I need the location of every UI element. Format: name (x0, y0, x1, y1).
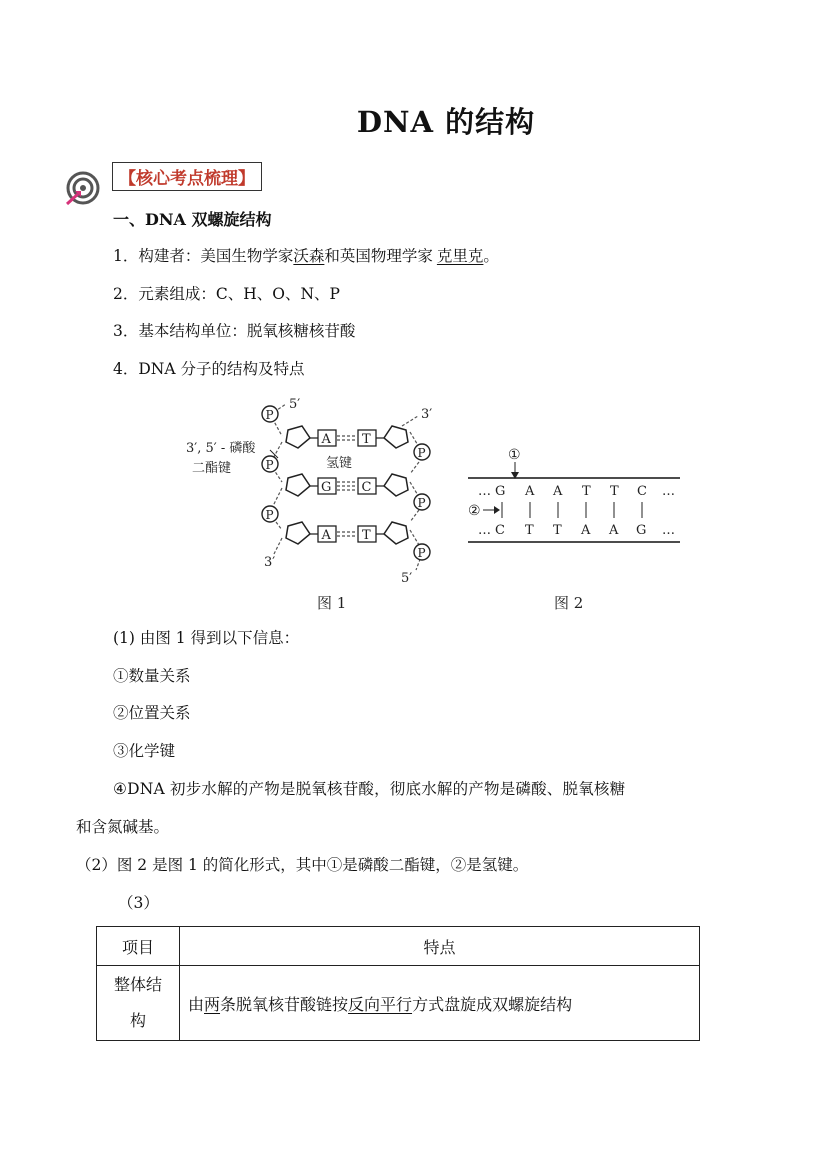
figure2-caption: 图 2 (554, 594, 584, 612)
phosphate-right-2 (414, 494, 430, 510)
builder-watson: 沃森 (293, 247, 325, 265)
phosphate-left-3 (262, 506, 278, 522)
header-feature: 特点 (180, 927, 700, 966)
figure1-diagram (186, 397, 432, 612)
svg-text:P: P (265, 458, 274, 472)
base-right-2: C (361, 480, 372, 495)
feature-table (96, 926, 700, 1041)
builder-crick: 克里克 (436, 247, 484, 265)
label-5prime-top: 5′ (289, 397, 301, 412)
bottom-ellipsis-right: … (662, 523, 675, 538)
marker-1: ① (508, 447, 521, 463)
paragraph-1: (1) 由图 1 得到以下信息： (113, 629, 300, 647)
top-base-1: G (495, 484, 506, 499)
table-header-row (97, 927, 700, 966)
info-position: ②位置关系 (113, 704, 191, 722)
feat-pre: 由 (188, 994, 205, 1014)
dna-figures (170, 392, 690, 622)
structure-line: 4．DNA 分子的结构及特点 (113, 360, 305, 378)
section-tag: 【核心考点梳理】 (112, 162, 262, 191)
section-heading: 一、DNA 双螺旋结构 (113, 210, 272, 229)
builders-prefix: 1．构建者：美国生物学家 (113, 247, 294, 265)
bottom-base-6: G (636, 523, 647, 538)
paragraph-3: （3） (118, 894, 159, 912)
sugar-right-2 (384, 474, 408, 496)
sugar-left-1 (286, 426, 310, 448)
figure2-diagram (468, 447, 680, 612)
label-3prime-top: 3′ (421, 407, 433, 422)
table-row (97, 966, 700, 1041)
label-hydrogen-bond: 氢键 (326, 456, 353, 471)
header-item: 项目 (97, 927, 180, 966)
label-phosphodiester-2: 二酯键 (192, 461, 232, 476)
info-bond: ③化学键 (113, 742, 176, 760)
base-left-3: A (321, 528, 331, 543)
label-3prime-bottom: 3′ (264, 555, 276, 570)
row-item-line-2: 构 (129, 1011, 146, 1030)
unit-line: 3．基本结构单位：脱氧核糖核苷酸 (113, 322, 356, 340)
svg-text:P: P (265, 408, 274, 422)
builders-suffix: 。 (483, 247, 499, 265)
bottom-base-4: A (581, 523, 591, 538)
feat-two: 两 (204, 994, 221, 1014)
top-ellipsis-left: … (478, 484, 491, 499)
figure1-caption: 图 1 (317, 594, 347, 612)
row-feature (180, 966, 700, 1041)
svg-text:P: P (417, 446, 426, 460)
marker-2: ② (468, 503, 481, 519)
top-base-4: T (582, 484, 591, 499)
info-hydrolysis-2: 和含氮碱基。 (76, 818, 170, 836)
sugar-right-1 (384, 426, 408, 448)
bottom-base-3: T (553, 523, 562, 538)
top-base-3: A (553, 484, 563, 499)
feat-post: 方式盘旋成双螺旋结构 (412, 994, 573, 1014)
sugar-right-3 (384, 522, 408, 544)
phosphate-left-1 (262, 406, 278, 422)
phosphate-right-3 (414, 544, 430, 560)
top-base-2: A (525, 484, 535, 499)
bottom-base-2: T (525, 523, 534, 538)
page-title: DNA 的结构 (356, 105, 536, 139)
top-base-5: T (610, 484, 619, 499)
svg-text:P: P (417, 496, 426, 510)
feat-mid: 条脱氧核苷酸链按 (220, 994, 349, 1014)
target-logo-icon (63, 170, 101, 208)
label-5prime-bottom: 5′ (401, 571, 413, 586)
base-right-3: T (362, 528, 371, 543)
bottom-base-5: A (609, 523, 619, 538)
sugar-left-3 (286, 522, 310, 544)
label-phosphodiester-1: 3′, 5′ - 磷酸 (186, 441, 256, 456)
elements-line: 2．元素组成：C、H、O、N、P (113, 285, 340, 303)
top-base-6: C (637, 484, 647, 499)
sugar-left-2 (286, 474, 310, 496)
info-quantity: ①数量关系 (113, 667, 191, 685)
builders-line (113, 244, 499, 266)
row-item-line-1: 整体结 (113, 975, 162, 994)
base-left-1: A (321, 432, 331, 447)
feat-antiparallel: 反向平行 (348, 994, 413, 1014)
base-right-1: T (362, 432, 371, 447)
phosphate-right-1 (414, 444, 430, 460)
svg-text:P: P (417, 546, 426, 560)
row-item (97, 966, 180, 1041)
paragraph-2: （2）图 2 是图 1 的简化形式，其中①是磷酸二酯键，②是氢键。 (76, 856, 529, 874)
phosphate-left-2 (262, 456, 278, 472)
builders-mid: 和英国物理学家 (324, 247, 433, 265)
svg-text:P: P (265, 508, 274, 522)
bottom-ellipsis-left: … (478, 523, 491, 538)
bottom-base-1: C (495, 523, 505, 538)
info-hydrolysis-1: ④DNA 初步水解的产物是脱氧核苷酸，彻底水解的产物是磷酸、脱氧核糖 (113, 780, 626, 798)
top-ellipsis-right: … (662, 484, 675, 499)
base-left-2: G (321, 480, 332, 495)
